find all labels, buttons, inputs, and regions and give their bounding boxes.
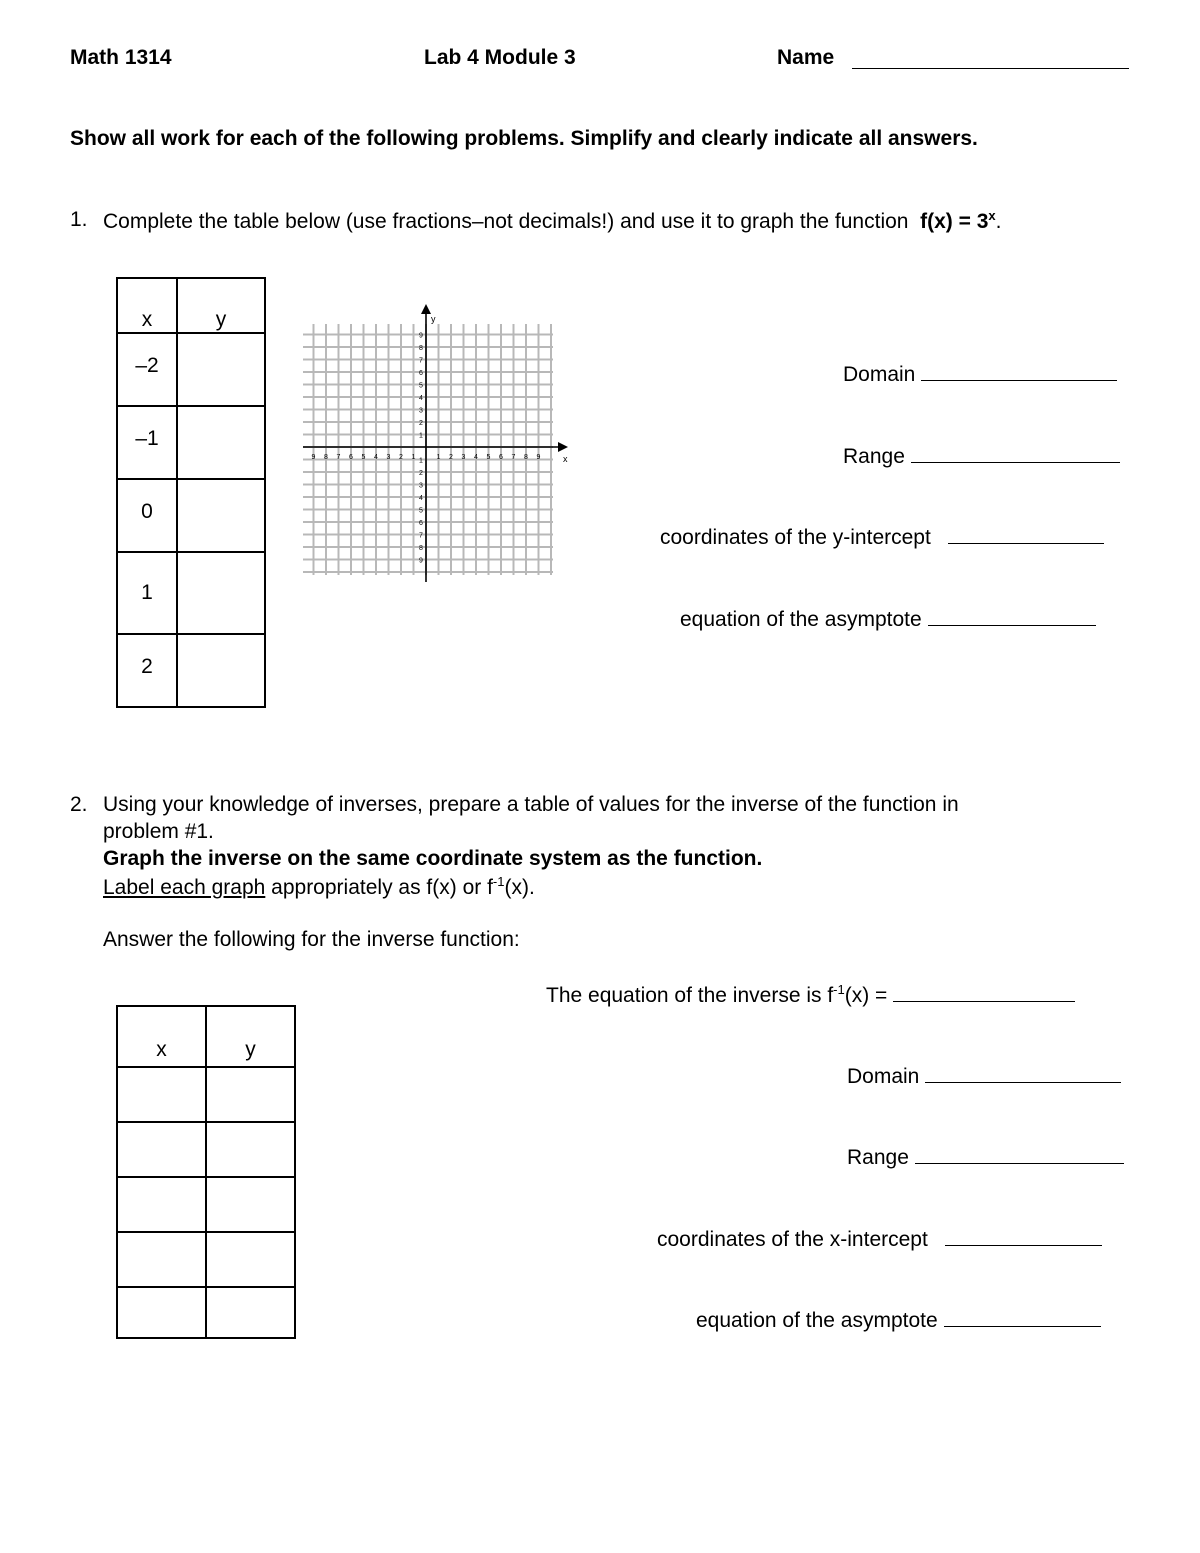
y-tick-label: 6: [419, 370, 423, 377]
x-tick-label: 8: [524, 454, 528, 461]
problem1-period: .: [995, 210, 1002, 233]
problem1-exponent: x: [988, 208, 996, 223]
problem2-table: [116, 1005, 296, 1339]
range-answer-field[interactable]: [911, 444, 1120, 463]
y-intercept-label: coordinates of the y-intercept: [660, 526, 931, 549]
range-label: Range: [843, 445, 905, 468]
table-row: [117, 1287, 295, 1338]
table-x-cell[interactable]: [117, 1232, 206, 1287]
x-tick-label: 9: [311, 454, 316, 461]
y-tick-label: 2: [419, 470, 423, 477]
x-intercept-answer-field[interactable]: [945, 1227, 1102, 1246]
table-row: [117, 1122, 295, 1177]
domain-question: [843, 362, 1117, 387]
inverse-asymptote-question: [696, 1308, 1101, 1333]
asymptote-question: [680, 607, 1096, 632]
y-intercept-question: [660, 525, 1104, 550]
coordinate-grid[interactable]: [295, 300, 585, 585]
x-tick-label: 5: [486, 454, 491, 461]
x-tick-label: 7: [336, 454, 341, 461]
course-title: Math 1314: [70, 46, 172, 69]
table-y-cell[interactable]: [206, 1122, 295, 1177]
table-header-y: y: [206, 1006, 295, 1067]
inverse-domain-answer-field[interactable]: [925, 1064, 1121, 1083]
table-x-cell: 1: [117, 552, 177, 634]
problem1-number: 1.: [70, 208, 88, 231]
inverse-domain-label: Domain: [847, 1065, 920, 1088]
table-row: [117, 634, 265, 707]
inverse-equation-sup: -1: [833, 982, 845, 997]
table-x-cell[interactable]: [117, 1067, 206, 1122]
problem2-line1: Using your knowledge of inverses, prepare a table of values for the inverse of the function in: [103, 793, 959, 816]
x-tick-label: 6: [499, 454, 503, 461]
x-tick-label: 1: [411, 454, 416, 461]
table-y-cell[interactable]: [177, 406, 265, 479]
instructions: Show all work for each of the following problems. Simplify and clearly indicate all answers.: [70, 127, 978, 150]
problem2-line2: problem #1.: [103, 820, 214, 843]
x-tick-label: 1: [436, 454, 441, 461]
y-tick-label: 9: [419, 557, 423, 565]
x-tick-label: 8: [324, 454, 328, 461]
table-x-cell: 0: [117, 479, 177, 552]
y-tick-label: 4: [419, 395, 423, 402]
table-y-cell[interactable]: [177, 552, 265, 634]
x-tick-label: 3: [386, 454, 391, 461]
grid-lines: [303, 324, 553, 575]
y-tick-label: 7: [419, 357, 423, 365]
lab-title: Lab 4 Module 3: [424, 46, 576, 69]
label-each-graph: Label each graph: [103, 876, 266, 899]
table-y-cell[interactable]: [177, 333, 265, 406]
y-tick-label: 4: [419, 495, 423, 502]
name-label: Name: [777, 46, 835, 69]
x-tick-label: 6: [349, 454, 353, 461]
x-tick-label: 4: [374, 454, 378, 461]
y-tick-label: 2: [419, 420, 423, 427]
problem2-number: 2.: [70, 793, 88, 816]
y-tick-label: 3: [419, 482, 423, 490]
table-header-y: y: [177, 278, 265, 333]
problem1-text: Complete the table below (use fractions–not decimals!) and use it to graph the function: [103, 210, 909, 233]
name-field[interactable]: [852, 50, 1129, 69]
answer-prompt: Answer the following for the inverse function:: [103, 928, 520, 951]
table-row: [117, 406, 265, 479]
table-header-x: x: [117, 278, 177, 333]
y-tick-label: 8: [419, 545, 423, 552]
problem2-line4-rest: appropriately as f(x) or f: [271, 876, 493, 899]
domain-label: Domain: [843, 363, 916, 386]
table-header-row: [117, 1006, 295, 1067]
table-x-cell: –2: [117, 333, 177, 406]
y-tick-label: 6: [419, 520, 423, 527]
table-x-cell[interactable]: [117, 1122, 206, 1177]
table-header-row: [117, 278, 265, 333]
inverse-asymptote-label: equation of the asymptote: [696, 1309, 938, 1332]
table-y-cell[interactable]: [206, 1287, 295, 1338]
x-intercept-question: [657, 1227, 1102, 1252]
table-row: [117, 479, 265, 552]
inverse-sup: -1: [492, 874, 505, 889]
inverse-range-question: [847, 1145, 1124, 1170]
x-tick-label: 2: [399, 454, 403, 461]
inverse-equation-prefix: The equation of the inverse is f: [546, 984, 834, 1007]
y-tick-label: 1: [419, 432, 423, 440]
asymptote-label: equation of the asymptote: [680, 608, 922, 631]
table-header-x: x: [117, 1006, 206, 1067]
x-tick-label: 9: [536, 454, 541, 461]
table-row: [117, 1232, 295, 1287]
inverse-equation-suffix: (x) =: [844, 984, 888, 1007]
y-tick-label: 3: [419, 407, 423, 415]
y-tick-label: 5: [419, 507, 423, 515]
inverse-domain-question: [847, 1064, 1121, 1089]
range-question: [843, 444, 1120, 469]
problem2-line3: Graph the inverse on the same coordinate system as the function.: [103, 847, 763, 870]
x-tick-label: 5: [361, 454, 366, 461]
table-y-cell[interactable]: [206, 1177, 295, 1232]
asymptote-answer-field[interactable]: [928, 607, 1096, 626]
table-row: [117, 333, 265, 406]
inverse-range-answer-field[interactable]: [915, 1145, 1124, 1164]
problem1-table: [116, 277, 266, 708]
x-tick-label: 2: [449, 454, 453, 461]
problem1-statement: [103, 208, 1002, 234]
domain-answer-field[interactable]: [921, 362, 1117, 381]
x-tick-label: 4: [474, 454, 478, 461]
y-tick-label: 5: [419, 382, 423, 390]
y-tick-label: 9: [419, 332, 423, 340]
table-row: [117, 552, 265, 634]
table-y-cell[interactable]: [206, 1067, 295, 1122]
table-x-cell[interactable]: [117, 1177, 206, 1232]
table-row: [117, 1067, 295, 1122]
table-row: [117, 1177, 295, 1232]
table-x-cell[interactable]: [117, 1287, 206, 1338]
problem1-function: f(x) = 3: [920, 210, 989, 233]
table-y-cell[interactable]: [206, 1232, 295, 1287]
inverse-equation-question: [546, 982, 1075, 1008]
table-x-cell: –1: [117, 406, 177, 479]
x-axis-label: x: [563, 454, 568, 464]
y-tick-label: 7: [419, 532, 423, 540]
inverse-asymptote-answer-field[interactable]: [944, 1308, 1101, 1327]
y-tick-label: 8: [419, 345, 423, 352]
x-axis: [303, 442, 568, 452]
problem2-line4-end: (x).: [504, 876, 535, 899]
x-intercept-label: coordinates of the x-intercept: [657, 1228, 928, 1251]
problem2-line4: [103, 874, 535, 900]
table-y-cell[interactable]: [177, 479, 265, 552]
y-intercept-answer-field[interactable]: [948, 525, 1104, 544]
inverse-equation-answer-field[interactable]: [893, 983, 1075, 1002]
y-tick-label: 1: [419, 457, 423, 465]
table-x-cell: 2: [117, 634, 177, 707]
inverse-range-label: Range: [847, 1146, 909, 1169]
y-axis-label: y: [431, 314, 436, 324]
table-y-cell[interactable]: [177, 634, 265, 707]
x-tick-label: 7: [511, 454, 516, 461]
x-tick-label: 3: [461, 454, 466, 461]
